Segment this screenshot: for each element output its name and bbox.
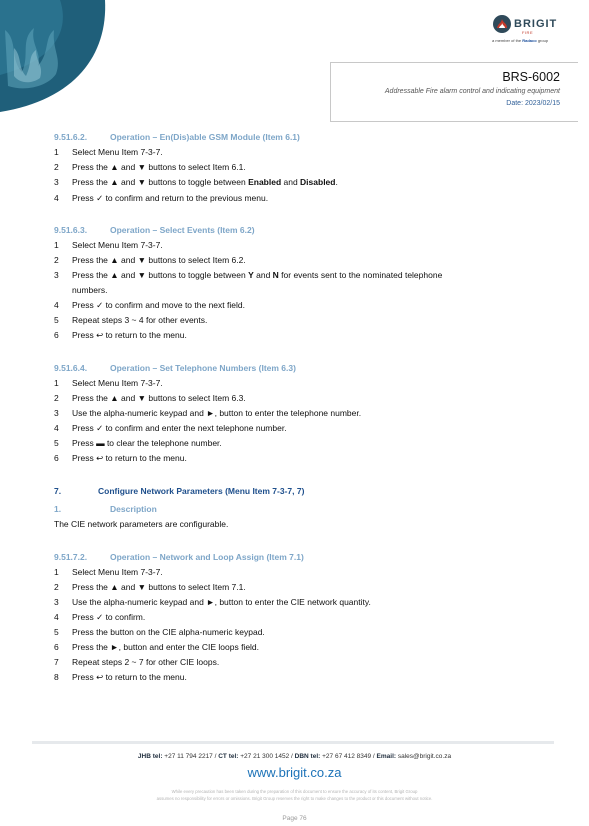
logo-sub: FIRE [522,30,534,35]
list-item: 2 Press the ▲ and ▼ buttons to select Item 7.1. [54,582,246,592]
list-item-continuation: numbers. [72,285,108,295]
document-info-box [330,62,578,122]
document-description: Addressable Fire alarm control and indicating equipment [384,88,560,95]
list-item: 1 Select Menu Item 7-3-7. [54,147,163,157]
footer-divider [32,741,554,744]
list-item: 5 Repeat steps 3 ~ 4 for other events. [54,315,208,325]
disclaimer-line-2: assumes no responsibility for errors or omissions. Brigit Group reserves the right to make changes to the product or this document without notice. [156,796,433,801]
list-item: 4 Press ✓ to confirm and return to the previous menu. [54,193,269,203]
list-item: 2 Press the ▲ and ▼ buttons to select Item 6.1. [54,162,246,172]
list-item: 4 Press ✓ to confirm. [54,612,146,622]
corner-flame-graphic [0,0,110,112]
section-heading: 9.51.6.3. Operation – Select Events (Item 6.2) [54,225,255,235]
list-item: 7 Repeat steps 2 ~ 7 for other CIE loops. [54,657,220,667]
list-item: 1 Select Menu Item 7-3-7. [54,567,163,577]
document-date: Date: 2023/02/15 [506,100,560,107]
list-item: 4 Press ✓ to confirm and enter the next telephone number. [54,423,287,433]
section-heading: 1. Description [54,504,157,514]
flame-logo-icon [492,14,512,34]
website-link[interactable]: www.brigit.co.za [247,765,342,780]
list-item: 6 Press ↩ to return to the menu. [54,330,187,340]
document-code: BRS-6002 [502,70,560,84]
description-text: The CIE network parameters are configurable. [54,519,229,529]
section-heading: 9.51.6.2. Operation – En(Dis)able GSM Module (Item 6.1) [54,132,300,142]
list-item: 2 Press the ▲ and ▼ buttons to select Item 6.2. [54,255,246,265]
list-item: 2 Press the ▲ and ▼ buttons to select Item 6.3. [54,393,246,403]
list-item: 8 Press ↩ to return to the menu. [54,672,187,682]
list-item: 5 Press the button on the CIE alpha-numeric keypad. [54,627,265,637]
list-item: 1 Select Menu Item 7-3-7. [54,240,163,250]
list-item: 3 Press the ▲ and ▼ buttons to toggle between Y and N for events sent to the nominated telephone [54,270,443,280]
disclaimer-line-1: While every precaution has been taken during the preparation of this document to ensure the accuracy of its content, Brigit Group [171,789,418,794]
list-item: 6 Press the ►, button and enter the CIE loops field. [54,642,260,652]
brigit-logo [492,14,564,54]
logo-member-line: a member of the Radaco group [492,38,549,43]
section-heading: 9.51.6.4. Operation – Set Telephone Numbers (Item 6.3) [54,363,296,373]
email-link[interactable]: sales@brigit.co.za [397,753,452,760]
list-item: 6 Press ↩ to return to the menu. [54,453,187,463]
list-item: 1 Select Menu Item 7-3-7. [54,378,163,388]
footer-contacts: JHB tel: +27 11 794 2217 / CT tel: +27 21 300 1452 / DBN tel: +27 67 412 8349 / Email: sales@brigit.co.za [137,753,452,760]
list-item: 3 Use the alpha-numeric keypad and ►, button to enter the telephone number. [54,408,362,418]
chapter-heading: 7. Configure Network Parameters (Menu Item 7-3-7, 7) [54,486,305,496]
list-item: 3 Press the ▲ and ▼ buttons to toggle between Enabled and Disabled. [54,177,338,187]
list-item: 5 Press ▬ to clear the telephone number. [54,438,222,448]
logo-wordmark: BRIGIT [514,18,558,30]
page-number: Page 76 [282,815,307,822]
list-item: 3 Use the alpha-numeric keypad and ►, button to enter the CIE network quantity. [54,597,371,607]
list-item: 4 Press ✓ to confirm and move to the next field. [54,300,245,310]
section-heading: 9.51.7.2. Operation – Network and Loop Assign (Item 7.1) [54,552,304,562]
